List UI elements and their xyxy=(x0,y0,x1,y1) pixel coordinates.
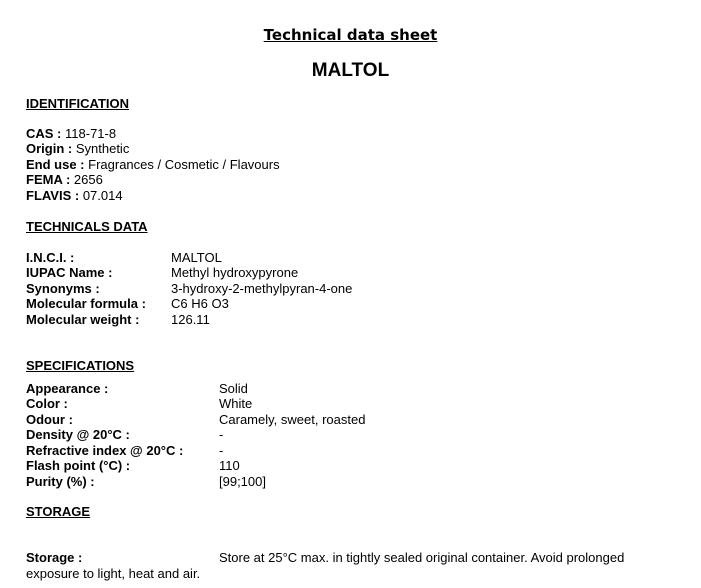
tech-row-label: Molecular weight : xyxy=(26,312,140,327)
tech-row-value: 126.11 xyxy=(171,312,210,327)
spec-row xyxy=(26,396,686,411)
tech-row xyxy=(26,281,686,296)
origin-value: Synthetic xyxy=(75,141,130,156)
fema-value: 2656 xyxy=(73,172,103,187)
document-title: Technical data sheet xyxy=(263,26,438,44)
tech-row-label: I.N.C.I. : xyxy=(26,250,75,265)
storage-value-line1: Store at 25°C max. in tightly sealed original container. Avoid prolonged xyxy=(219,550,625,565)
spec-row-label: Refractive index @ 20°C : xyxy=(26,443,184,458)
spec-row-value: White xyxy=(219,396,253,411)
tech-row-value: C6 H6 O3 xyxy=(171,296,229,311)
enduse-value: Fragrances / Cosmetic / Flavours xyxy=(88,157,280,172)
fema-label: FEMA : xyxy=(26,172,71,187)
tech-row xyxy=(26,250,686,265)
tech-row-label: Synonyms : xyxy=(26,281,100,296)
storage-label: Storage : xyxy=(26,550,83,565)
enduse-label: End use : xyxy=(26,157,85,172)
tech-row xyxy=(26,312,686,327)
identification-heading: IDENTIFICATION xyxy=(26,96,130,111)
tech-row xyxy=(26,265,686,280)
spec-row-value: [99;100] xyxy=(219,474,266,489)
cas-value: 118-71-8 xyxy=(65,126,117,141)
product-name: MALTOL xyxy=(311,60,390,81)
flavis-label: FLAVIS : xyxy=(26,188,80,203)
spec-row-label: Appearance : xyxy=(26,381,109,396)
spec-row-label: Color : xyxy=(26,396,68,411)
spec-row-label: Density @ 20°C : xyxy=(26,427,130,442)
spec-row-label: Odour : xyxy=(26,412,73,427)
spec-row-value: - xyxy=(219,427,224,442)
tech-row-value: Methyl hydroxypyrone xyxy=(171,265,299,280)
flavis-line xyxy=(26,188,123,203)
cas-line xyxy=(26,126,116,141)
fema-line xyxy=(26,172,103,187)
spec-row-value: Solid xyxy=(219,381,248,396)
cas-label: CAS : xyxy=(26,126,62,141)
tech-row-label: Molecular formula : xyxy=(26,296,146,311)
enduse-line xyxy=(26,157,280,172)
technical-heading: TECHNICALS DATA xyxy=(26,219,148,234)
tech-row-value: MALTOL xyxy=(171,250,222,265)
spec-row-value: Caramely, sweet, roasted xyxy=(219,412,366,427)
spec-row xyxy=(26,443,686,458)
tech-row-value: 3-hydroxy-2-methylpyran-4-one xyxy=(171,281,353,296)
tech-row xyxy=(26,296,686,311)
spec-row-label: Flash point (°C) : xyxy=(26,458,131,473)
storage-heading: STORAGE xyxy=(26,504,91,519)
origin-label: Origin : xyxy=(26,141,73,156)
flavis-value: 07.014 xyxy=(82,188,123,203)
storage-value-line2: exposure to light, heat and air. xyxy=(26,566,201,581)
spec-row-value: 110 xyxy=(219,458,240,473)
spec-row-label: Purity (%) : xyxy=(26,474,95,489)
origin-line xyxy=(26,141,129,156)
spec-row xyxy=(26,412,686,427)
spec-row-value: - xyxy=(219,443,224,458)
storage-row xyxy=(26,550,686,565)
tech-row-label: IUPAC Name : xyxy=(26,265,113,280)
spec-row xyxy=(26,458,686,473)
spec-row xyxy=(26,474,686,489)
spec-row xyxy=(26,427,686,442)
specifications-heading: SPECIFICATIONS xyxy=(26,358,135,373)
spec-row xyxy=(26,381,686,396)
